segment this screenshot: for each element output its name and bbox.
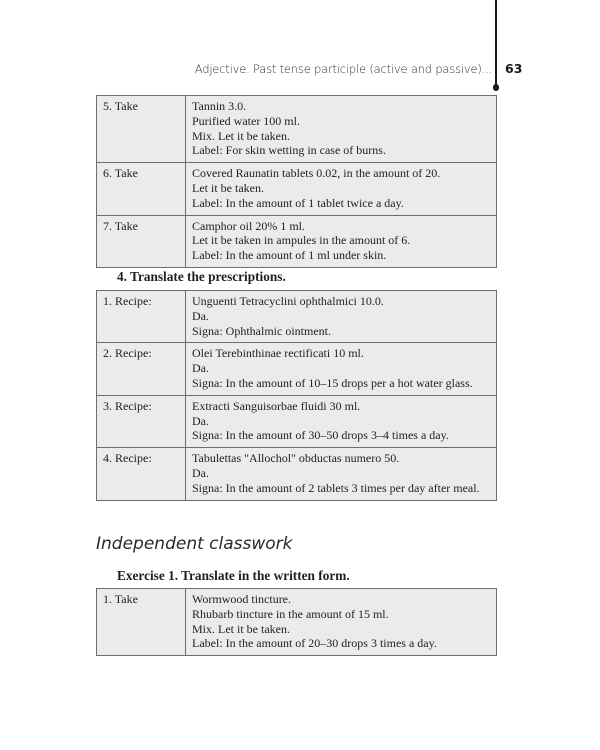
content-line: Let it be taken in ampules in the amount of 6.	[192, 233, 411, 248]
row-content	[186, 589, 497, 656]
content-line: Rhubarb tincture in the amount of 15 ml.	[192, 606, 389, 621]
content-line: Signa: In the amount of 30–50 drops 3–4 times a day.	[192, 428, 449, 443]
header-divider-line	[495, 0, 497, 88]
content-line: Signa: In the amount of 2 tablets 3 times per day after meal.	[192, 480, 480, 495]
table-row	[97, 163, 497, 215]
running-header: Adjective. Past tense participle (active and passive)...	[194, 62, 492, 76]
content-line: Let it be taken.	[192, 180, 264, 195]
content-line: Wormwood tincture.	[192, 592, 292, 606]
content-line: Da.	[192, 465, 209, 480]
table-row	[97, 448, 497, 500]
row-content	[186, 215, 497, 267]
row-label: 3. Recipe:	[97, 395, 186, 447]
content-line: Label: In the amount of 1 tablet twice a day.	[192, 195, 404, 210]
table-row	[97, 291, 497, 343]
content-line: Unguenti Tetracyclini ophthalmici 10.0.	[192, 294, 384, 308]
content-line: Label: In the amount of 20–30 drops 3 times a day.	[192, 636, 437, 651]
row-label: 6. Take	[97, 163, 186, 215]
row-label: 5. Take	[97, 96, 186, 163]
prescription-table-2	[96, 290, 497, 501]
content-line: Extracti Sanguisorbae fluidi 30 ml.	[192, 398, 361, 413]
task-4-heading: 4. Translate the prescriptions.	[117, 269, 286, 284]
row-label: 2. Recipe:	[97, 343, 186, 395]
content-line: Da.	[192, 413, 209, 428]
content-line: Label: In the amount of 1 ml under skin.	[192, 248, 387, 263]
row-content	[186, 96, 497, 163]
content-line: Tannin 3.0.	[192, 99, 247, 113]
page-number: 63	[505, 61, 523, 76]
row-label: 4. Recipe:	[97, 448, 186, 500]
content-line: Signa: In the amount of 10–15 drops per a hot water glass.	[192, 375, 473, 390]
row-content	[186, 163, 497, 215]
content-line: Signa: Ophthalmic ointment.	[192, 323, 331, 338]
table-row	[97, 96, 497, 163]
row-content	[186, 448, 497, 500]
row-content	[186, 291, 497, 343]
row-content	[186, 343, 497, 395]
section-title: Independent classwork	[96, 534, 293, 554]
row-label: 7. Take	[97, 215, 186, 267]
content-line: Camphor oil 20% 1 ml.	[192, 218, 305, 233]
table-row	[97, 343, 497, 395]
content-line: Mix. Let it be taken.	[192, 128, 290, 143]
table-row	[97, 589, 497, 656]
table-row	[97, 215, 497, 267]
content-line: Olei Terebinthinae rectificati 10 ml.	[192, 346, 364, 361]
prescription-table-1	[96, 95, 497, 268]
row-content	[186, 395, 497, 447]
exercise-table	[96, 588, 497, 656]
content-line: Label: For skin wetting in case of burns.	[192, 143, 386, 158]
content-line: Da.	[192, 361, 209, 376]
content-line: Tabulettas "Allochol" obductas numero 50.	[192, 451, 400, 466]
content-line: Covered Raunatin tablets 0.02, in the amount of 20.	[192, 166, 441, 181]
content-line: Da.	[192, 308, 209, 323]
header-divider-dot	[493, 84, 500, 91]
exercise-1-heading: Exercise 1. Translate in the written form.	[117, 568, 350, 583]
row-label: 1. Recipe:	[97, 291, 186, 343]
table-row	[97, 395, 497, 447]
content-line: Purified water 100 ml.	[192, 113, 300, 128]
row-label: 1. Take	[97, 589, 186, 656]
content-line: Mix. Let it be taken.	[192, 621, 290, 636]
